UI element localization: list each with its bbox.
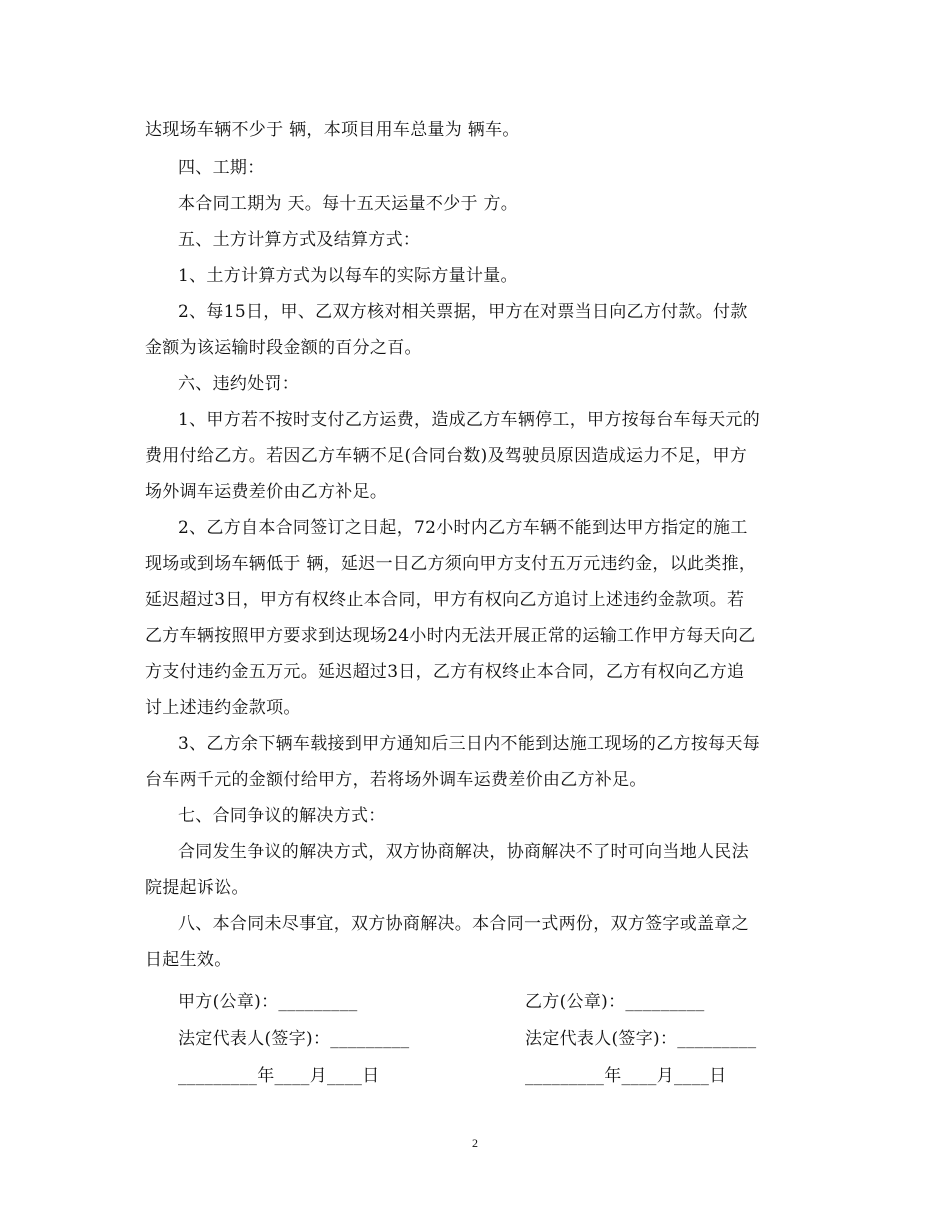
body-line: 乙方车辆按照甲方要求到达现场24小时内无法开展正常的运输工作甲方每天向乙 [145, 626, 756, 646]
section-heading-dispute: 七、合同争议的解决方式： [178, 806, 386, 826]
body-line: 费用付给乙方。若因乙方车辆不足(合同台数)及驾驶员原因造成运力不足，甲方 [145, 446, 748, 466]
body-line: 日起生效。 [145, 950, 232, 970]
party-a-seal-field: 甲方(公章)：_________ [178, 992, 358, 1012]
body-line: 院提起诉讼。 [145, 878, 249, 898]
body-line: 金额为该运输时段金额的百分之百。 [145, 338, 422, 358]
section-heading-schedule: 四、工期： [178, 158, 265, 178]
body-line: 合同发生争议的解决方式，双方协商解决，协商解决不了时可向当地人民法 [178, 842, 749, 862]
section-heading-penalty: 六、违约处罚： [178, 374, 300, 394]
party-a-representative-field: 法定代表人(签字)：_________ [178, 1029, 410, 1049]
body-line: 2、乙方自本合同签订之日起，72小时内乙方车辆不能到达甲方指定的施工 [178, 518, 748, 538]
body-line: 台车两千元的金额付给甲方，若将场外调车运费差价由乙方补足。 [145, 770, 647, 790]
body-line: 1、甲方若不按时支付乙方运费，造成乙方车辆停工，甲方按每台车每天元的 [178, 410, 761, 430]
body-line: 延迟超过3日，甲方有权终止本合同，甲方有权向乙方追讨上述违约金款项。若 [145, 590, 745, 610]
body-line: 方支付违约金五万元。延迟超过3日，乙方有权终止本合同，乙方有权向乙方追 [145, 662, 745, 682]
body-line: 讨上述违约金款项。 [145, 698, 301, 718]
body-line: 2、每15日，甲、乙双方核对相关票据，甲方在对票当日向乙方付款。付款 [178, 302, 748, 322]
party-b-representative-field: 法定代表人(签字)：_________ [525, 1029, 757, 1049]
body-line: 达现场车辆不少于 辆，本项目用车总量为 辆车。 [145, 120, 520, 140]
party-b-seal-field: 乙方(公章)：_________ [525, 992, 705, 1012]
page-number: 2 [472, 1136, 478, 1150]
section-heading-settlement: 五、土方计算方式及结算方式： [178, 230, 421, 250]
party-a-date-field: _________年____月____日 [178, 1066, 380, 1086]
party-b-date-field: _________年____月____日 [525, 1066, 727, 1086]
body-line: 1、土方计算方式为以每车的实际方量计量。 [178, 266, 518, 286]
body-line: 3、乙方余下辆车载接到甲方通知后三日内不能到达施工现场的乙方按每天每 [178, 734, 761, 754]
body-line: 八、本合同未尽事宜，双方协商解决。本合同一式两份，双方签字或盖章之 [178, 914, 749, 934]
body-line: 现场或到场车辆低于 辆，延迟一日乙方须向甲方支付五万元违约金，以此类推， [145, 554, 757, 574]
body-line: 本合同工期为 天。每十五天运量不少于 方。 [178, 194, 519, 214]
body-line: 场外调车运费差价由乙方补足。 [145, 482, 388, 502]
